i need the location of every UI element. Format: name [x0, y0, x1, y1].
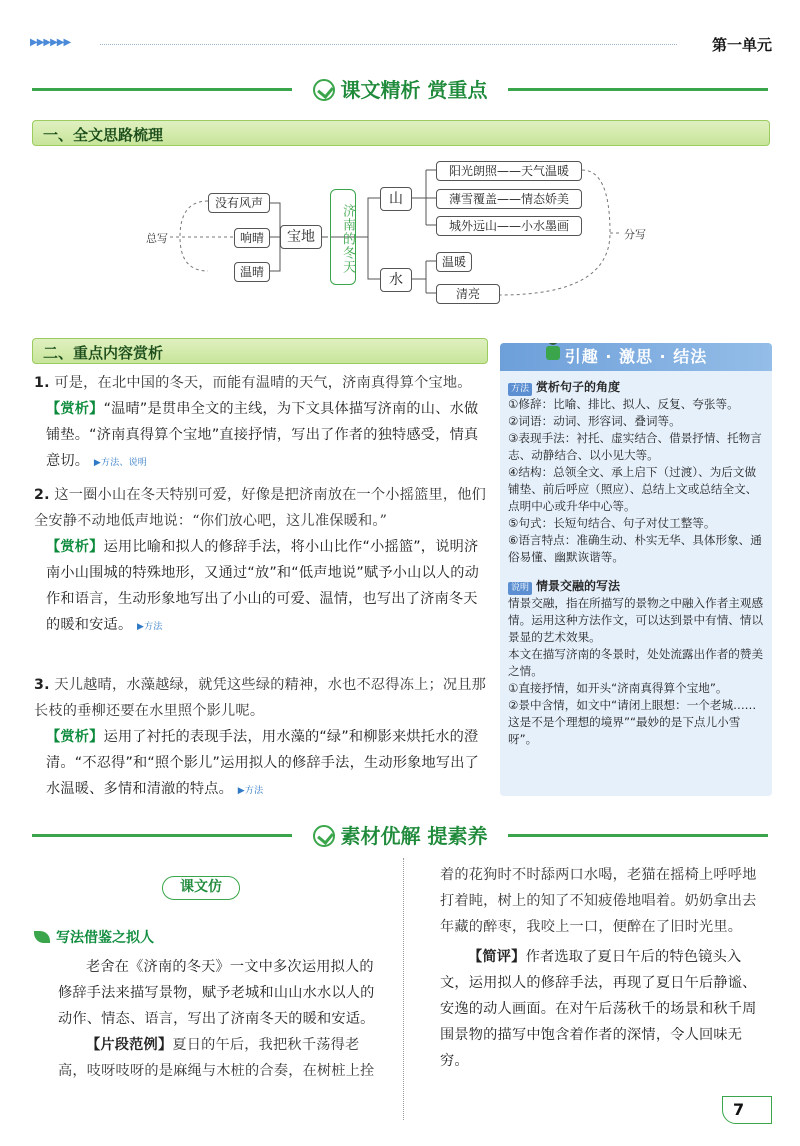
- mindmap-left-label: 总写: [146, 232, 168, 245]
- analysis-item-3: [34, 672, 488, 804]
- tip-text: 本文在描写济南的冬景时，处处流露出作者的赞美之情。: [508, 647, 764, 678]
- analysis-comment: 运用了衬托的表现手法，用水藻的“绿”和柳影来烘托水的澄清。“不忍得”和“照个影儿”运用拟人的修辞手法，生动形象地写出了水温暖、多情和清澈的特点。: [46, 729, 480, 797]
- check-circle-icon: [313, 825, 335, 847]
- arrow-decoration-icon: ▶▶▶▶▶▶: [30, 37, 71, 48]
- mindmap-branch-mountain: 山: [380, 187, 412, 211]
- sidebar-tips: [500, 343, 772, 796]
- analysis-tag: 【赏析】: [46, 539, 104, 555]
- mindmap-item: 响晴: [234, 228, 270, 248]
- mindmap-branch-water: 水: [380, 268, 412, 292]
- method-ref-link[interactable]: ▶方法: [137, 622, 163, 632]
- analysis-item-1: [34, 370, 488, 476]
- technique-intro: 老舍在《济南的冬天》一文中多次运用拟人的修辞手法来描写景物，赋予老城和山山水水以人的动作、情态、语言，写出了济南冬天的暖和安适。: [58, 959, 375, 1027]
- mindmap-water-item: 清亮: [436, 284, 500, 304]
- page-number: 7: [722, 1096, 772, 1124]
- block-title: 赏析句子的角度: [536, 380, 621, 394]
- tip-item: ①修辞：比喻、排比、拟人、反复、夸张等。: [508, 397, 739, 411]
- band-title: [32, 820, 768, 849]
- block-title: 情景交融的写法: [536, 579, 621, 593]
- mindmap-center: 济南的冬天: [330, 189, 356, 285]
- review-label: 【简评】: [468, 949, 526, 965]
- section-band-analysis: [32, 72, 768, 106]
- mindmap-item: 温晴: [234, 262, 270, 282]
- mindmap: [140, 155, 660, 305]
- mindmap-item: 没有风声: [208, 193, 270, 213]
- tip-item: ④结构：总领全文、承上启下（过渡）、为后文做铺垫、前后呼应（照应）、总结上文或总结全文、点明中心或升华中心等。: [508, 465, 758, 513]
- mindmap-mountain-item: 城外远山——小水墨画: [436, 216, 582, 236]
- method-ref-link[interactable]: ▶方法、说明: [93, 458, 148, 468]
- person-icon: [540, 343, 566, 367]
- sidebar-header: 引趣 · 激思 · 结法: [500, 343, 772, 371]
- tip-item: ②词语：动词、形容词、叠词等。: [508, 414, 681, 428]
- item-number: 1.: [34, 375, 50, 391]
- item-number: 3.: [34, 677, 50, 693]
- review-paragraph: [440, 944, 770, 1074]
- sample-label: 【片段范例】: [86, 1037, 173, 1053]
- review-text: 作者选取了夏日午后的特色镜头入文，运用拟人的修辞手法，再现了夏日午后静谧、安逸的动人画面。在对午后荡秋千的场景和秋千周围景物的描写中饱含着作者的深情，令人回味无穷。: [440, 949, 757, 1069]
- original-sentence: 天儿越晴，水藻越绿，就凭这些绿的精神，水也不忍得冻上；况且那长枝的垂柳还要在水里照个影儿呢。: [34, 677, 487, 719]
- original-sentence: 这一圈小山在冬天特别可爱，好像是把济南放在一个小摇篮里，他们全安静不动地低声地说：“你们放心吧，这儿准保暖和。”: [34, 487, 487, 529]
- section-band-material: [32, 818, 768, 852]
- analysis-comment: “温晴”是贯串全文的主线，为下文具体描写济南的山、水做铺垫。“济南真得算个宝地”直接抒情，写出了作者的独特感受，情真意切。: [46, 401, 479, 469]
- technique-title: [34, 927, 154, 947]
- column-divider: [403, 858, 404, 1120]
- tip-item: ⑤句式：长短句结合、句子对仗工整等。: [508, 516, 716, 530]
- mindmap-mountain-item: 薄雪覆盖——情态娇美: [436, 189, 582, 209]
- sample-paragraph: [58, 1032, 388, 1084]
- leaf-icon: [34, 931, 50, 943]
- analysis-item-2: [34, 482, 488, 640]
- imitation-tag: 课文仿: [162, 876, 240, 900]
- section-title-key-content: 二、重点内容赏析: [32, 338, 488, 364]
- sample-text: 夏日的午后，我把秋千荡得老高，吱呀吱呀的是麻绳与木桩的合奏，在树桩上拴: [58, 1037, 375, 1079]
- mindmap-hub: 宝地: [280, 225, 322, 249]
- band-title-text: 课文精析 赏重点: [340, 78, 488, 102]
- page-header: [30, 34, 772, 54]
- sample-continued: 着的花狗时不时舔两口水喝，老猫在摇椅上呼呼地打着盹，树上的知了不知疲倦地唱着。奶奶拿出去年藏的醉枣，我咬上一口，便醉在了旧时光里。: [440, 867, 757, 935]
- tip-item: ⑥语言特点：准确生动、朴实无华、具体形象、通俗易懂、幽默诙谐等。: [508, 533, 762, 564]
- tip-item: ②景中含情，如文中“请闭上眼想：一个老城……这是不是个理想的境界”“最妙的是下点儿小雪呀”。: [508, 698, 757, 746]
- method-badge: 方法: [508, 383, 532, 396]
- tip-item: ③表现手法：衬托、虚实结合、借景抒情、托物言志、动静结合、以小见大等。: [508, 431, 762, 462]
- header-divider: [100, 44, 677, 45]
- analysis-tag: 【赏析】: [46, 401, 104, 417]
- band-title-text: 素材优解 提素养: [340, 824, 488, 848]
- analysis-tag: 【赏析】: [46, 729, 104, 745]
- mindmap-water-item: 温暖: [436, 252, 472, 272]
- unit-label: 第一单元: [711, 36, 772, 54]
- original-sentence: 可是，在北中国的冬天，而能有温晴的天气，济南真得算个宝地。: [54, 375, 472, 391]
- item-number: 2.: [34, 487, 50, 503]
- technique-title-text: 写法借鉴之拟人: [56, 930, 154, 946]
- mindmap-right-label: 分写: [624, 228, 646, 241]
- mindmap-mountain-item: 阳光朗照——天气温暖: [436, 161, 582, 181]
- tip-item: ①直接抒情，如开头“济南真得算个宝地”。: [508, 681, 728, 695]
- analysis-comment: 运用比喻和拟人的修辞手法，将小山比作“小摇篮”，说明济南小山围城的特殊地形，又通过“放”和“低声地说”赋予小山以人的动作和语言，生动形象地写出了小山的可爱、温情，也写出了济南冬天的暖和安适。: [46, 539, 480, 633]
- sidebar-body: [508, 379, 764, 748]
- band-title: [32, 74, 768, 103]
- method-ref-link[interactable]: ▶方法: [237, 786, 264, 796]
- check-circle-icon: [313, 79, 335, 101]
- section-title-outline: 一、全文思路梳理: [32, 120, 770, 146]
- note-badge: 说明: [508, 582, 532, 595]
- tip-intro: 情景交融，指在所描写的景物之中融入作者主观感情。运用这种方法作文，可以达到景中有情、情以景显的艺术效果。: [508, 596, 764, 644]
